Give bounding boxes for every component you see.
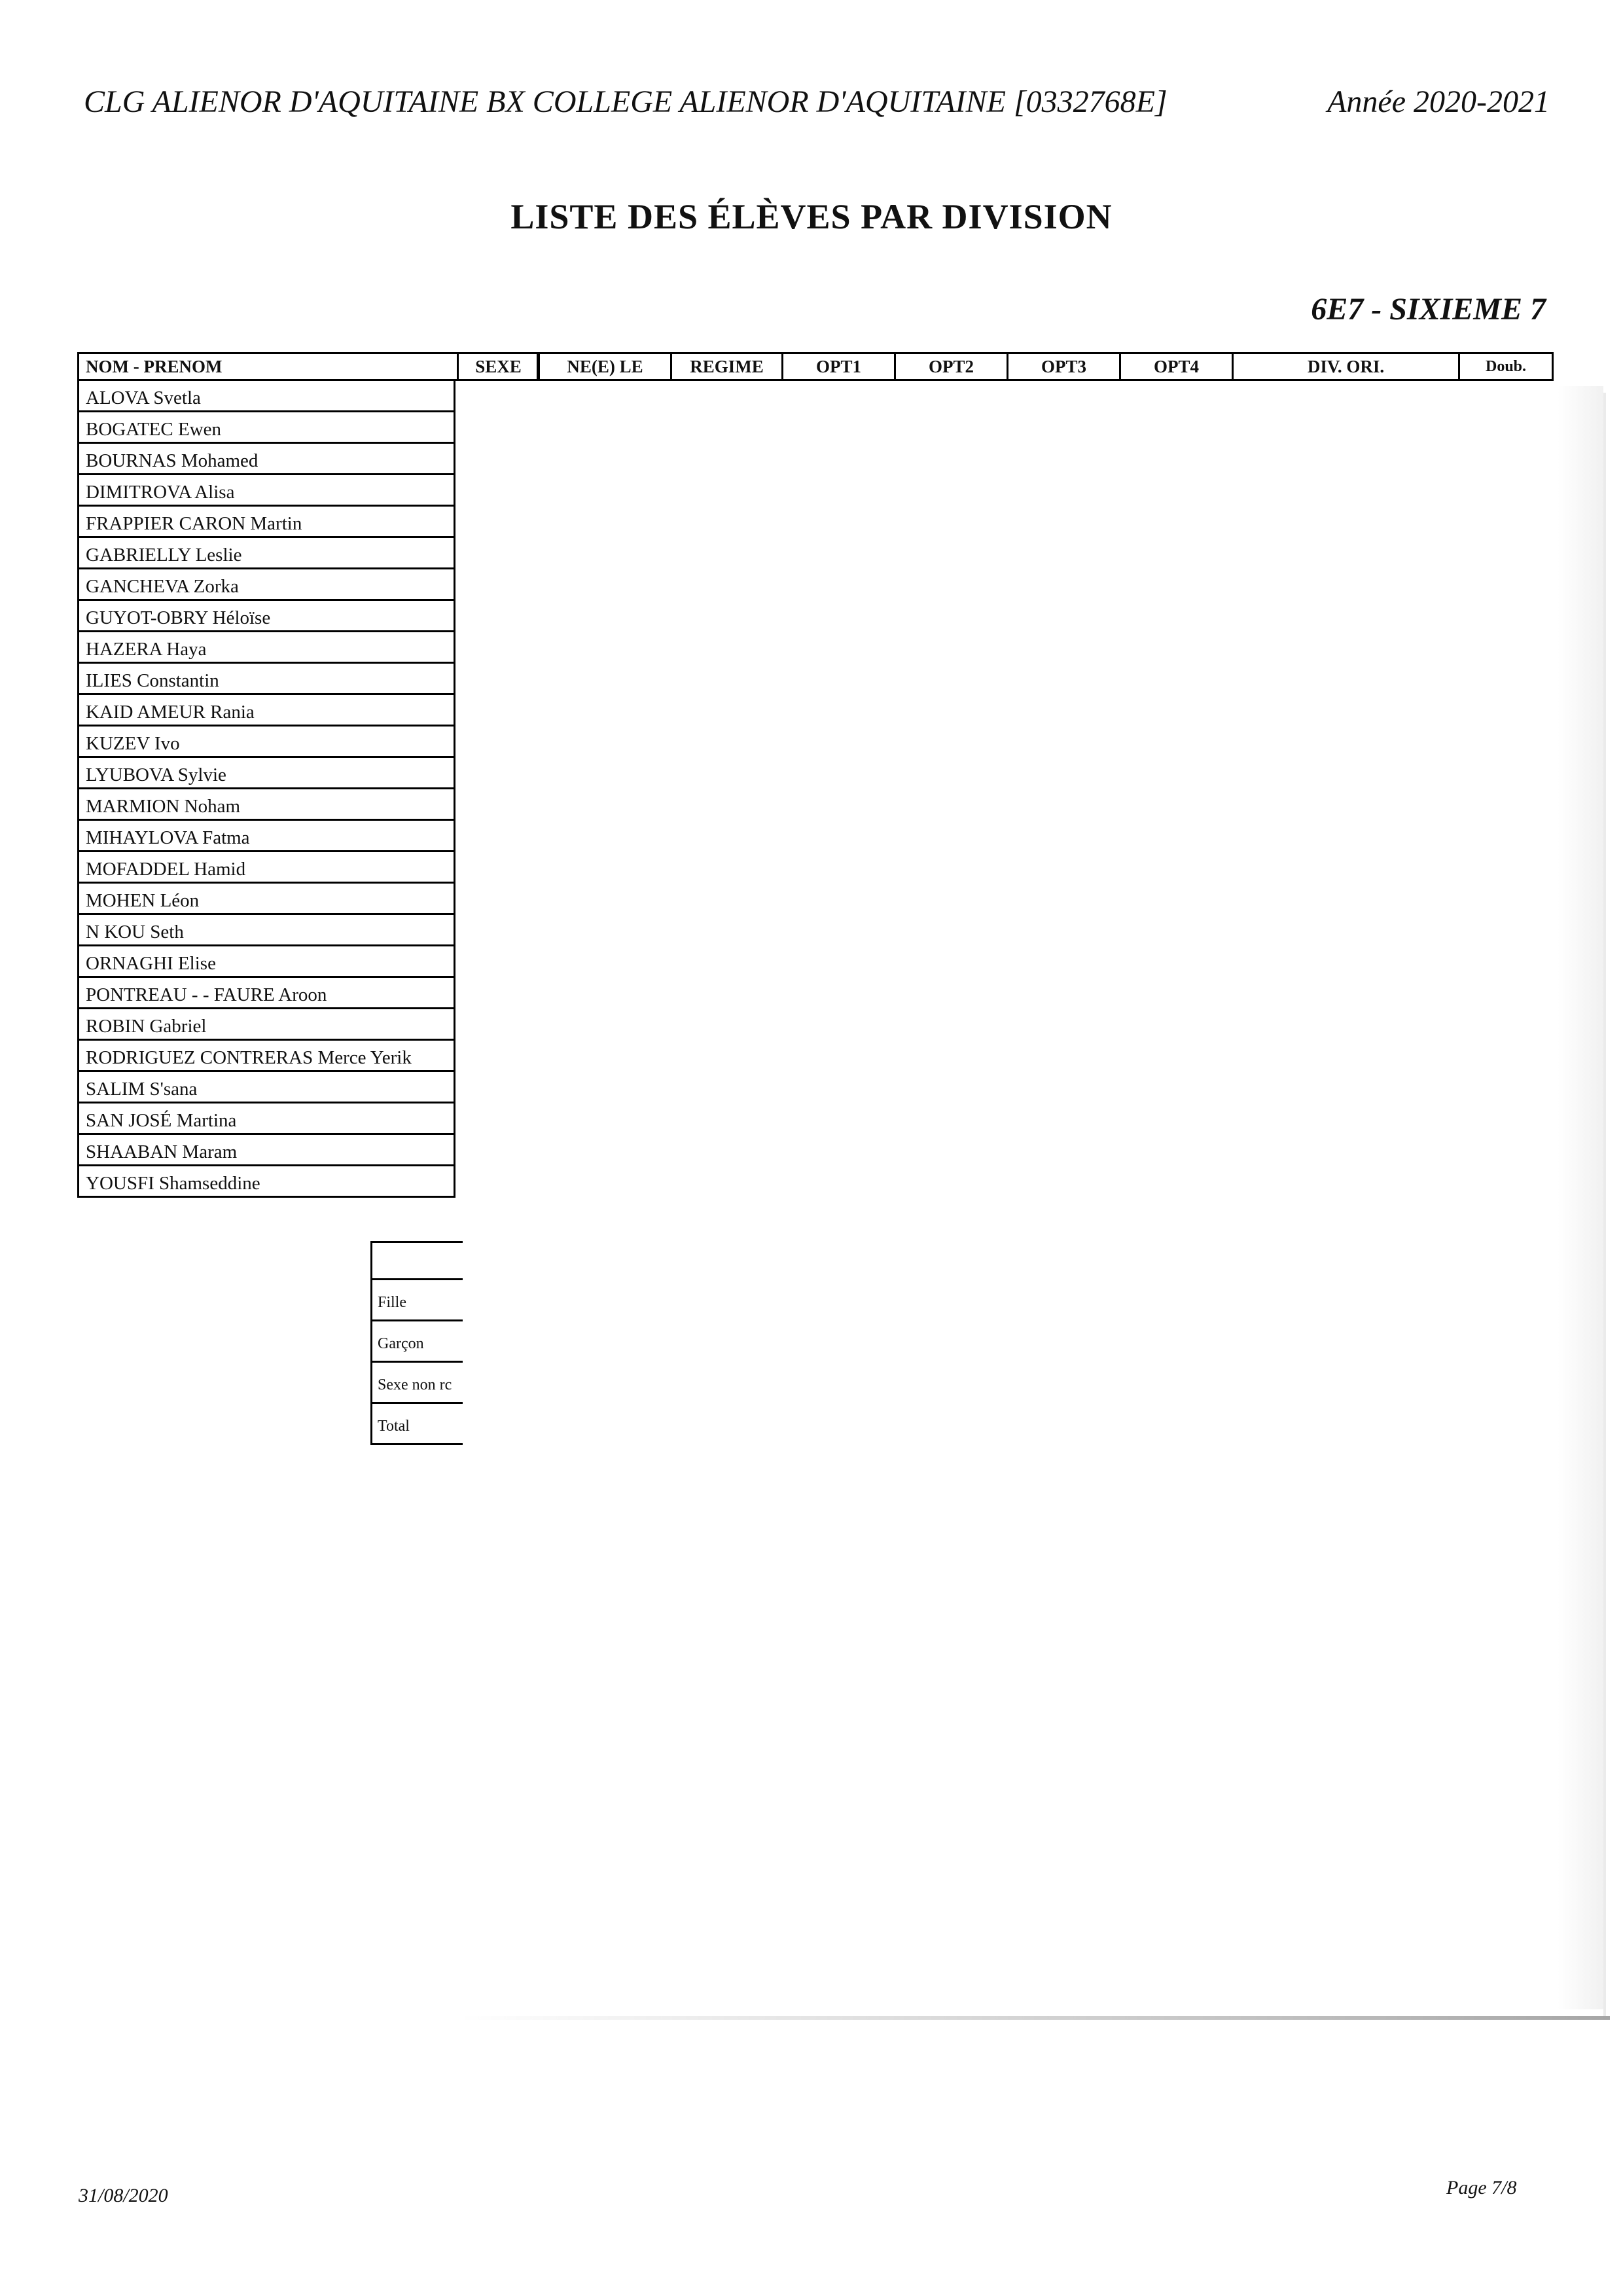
student-row: ALOVA Svetla: [79, 381, 454, 412]
student-row: YOUSFI Shamseddine: [79, 1166, 454, 1198]
page-title: LISTE DES ÉLÈVES PAR DIVISION: [510, 197, 1113, 236]
column-header-ne-le: NE(E) LE: [540, 354, 672, 379]
summary-row-total: Total: [372, 1404, 463, 1445]
page-number: Page 7/8: [1446, 2177, 1517, 2198]
column-header-opt3: OPT3: [1008, 354, 1121, 379]
student-row: ROBIN Gabriel: [79, 1009, 454, 1041]
student-row: GANCHEVA Zorka: [79, 569, 454, 601]
summary-row-fille: Fille: [372, 1280, 463, 1321]
student-row: SHAABAN Maram: [79, 1135, 454, 1166]
scan-edge-horizontal: [458, 2016, 1610, 2020]
student-list: [77, 381, 455, 1198]
student-row: MIHAYLOVA Fatma: [79, 821, 454, 852]
student-row: FRAPPIER CARON Martin: [79, 507, 454, 538]
scan-edge-vertical: [1603, 393, 1606, 2016]
student-row: GUYOT-OBRY Héloïse: [79, 601, 454, 632]
student-row: RODRIGUEZ CONTRERAS Merce Yerik: [79, 1041, 454, 1072]
column-header-doub: Doub.: [1485, 358, 1527, 375]
gender-summary-table: [370, 1241, 463, 1445]
student-row: KAID AMEUR Rania: [79, 695, 454, 726]
column-header-opt2: OPT2: [896, 354, 1008, 379]
column-header-nom: NOM - PRENOM: [79, 354, 459, 379]
student-row: SAN JOSÉ Martina: [79, 1103, 454, 1135]
column-header-row: [77, 352, 1554, 381]
student-row: SALIM S'sana: [79, 1072, 454, 1103]
column-header-div-ori: DIV. ORI.: [1234, 354, 1460, 379]
student-row: GABRIELLY Leslie: [79, 538, 454, 569]
student-row: PONTREAU - - FAURE Aroon: [79, 978, 454, 1009]
student-row: ORNAGHI Elise: [79, 946, 454, 978]
student-row: N KOU Seth: [79, 915, 454, 946]
student-row: DIMITROVA Alisa: [79, 475, 454, 507]
student-row: LYUBOVA Sylvie: [79, 758, 454, 789]
column-header-regime: REGIME: [672, 354, 783, 379]
summary-header-blank: [372, 1243, 463, 1280]
student-row: MOFADDEL Hamid: [79, 852, 454, 884]
school-name: CLG ALIENOR D'AQUITAINE BX COLLEGE ALIENOR D'AQUITAINE [0332768E]: [84, 84, 1168, 119]
student-row: HAZERA Haya: [79, 632, 454, 664]
division-label: 6E7 - SIXIEME 7: [1311, 292, 1546, 327]
student-row: BOURNAS Mohamed: [79, 444, 454, 475]
scan-shadow: [458, 386, 1603, 2009]
student-row: MARMION Noham: [79, 789, 454, 821]
school-year: Année 2020-2021: [1327, 84, 1550, 119]
student-row: ILIES Constantin: [79, 664, 454, 695]
summary-row-non-renseigne: Sexe non rc: [372, 1363, 463, 1404]
student-row: MOHEN Léon: [79, 884, 454, 915]
summary-row-garcon: Garçon: [372, 1321, 463, 1363]
column-header-opt4: OPT4: [1121, 354, 1234, 379]
student-row: KUZEV Ivo: [79, 726, 454, 758]
student-row: BOGATEC Ewen: [79, 412, 454, 444]
column-header-sexe: SEXE: [459, 354, 540, 379]
column-header-opt1: OPT1: [783, 354, 896, 379]
print-date: 31/08/2020: [79, 2185, 168, 2206]
